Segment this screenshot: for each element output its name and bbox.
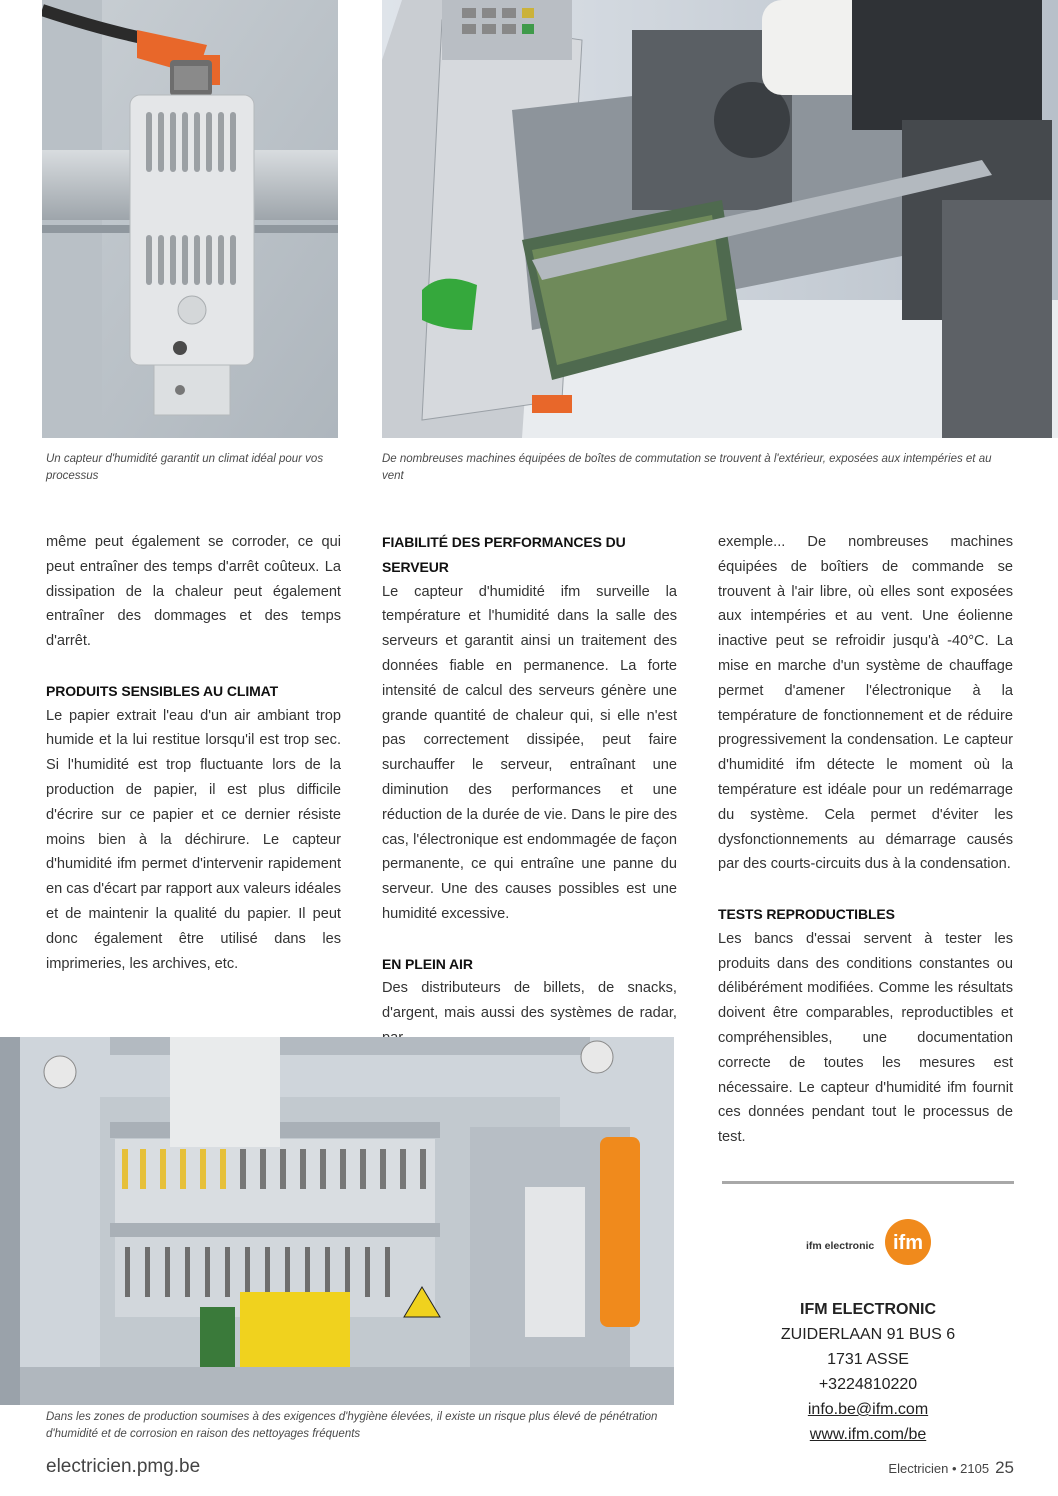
contact-address [722,1297,1014,1447]
text-column-1 [46,530,341,976]
magazine-issue: Electricien • 2105 [888,1461,990,1476]
text-column-3 [718,530,1013,1150]
section-heading-outdoor: EN PLEIN AIR [382,955,473,972]
paragraph: même peut également se corroder, ce qui peut entraîner des temps d'arrêt coûteux. La dissipation de la chaleur peut également entraîner des dommages et des temps d'arrêt. [46,534,341,650]
website-link[interactable]: www.ifm.com/be [809,1426,927,1443]
production-cabinet-photo [0,1037,674,1405]
paragraph: Les bancs d'essai servent à tester les produits dans des conditions constantes ou délibérément modifiées. Comme les résultats doivent être comparables, reproductibles et compréhensibles, une documentation correcte de toutes les mesures est nécessaire. Le capteur d'humidité ifm fournit ces données pendant tout le processus de test. [718,930,1013,1146]
production-caption: Dans les zones de production soumises à des exigences d'hygiène élevées, il existe un risque plus élevé de pénétration d'humidité et de corrosion en raison des nettoyages fréquents [46,1411,658,1440]
humidity-sensor-photo [42,0,338,438]
city: 1731 ASSE [827,1351,909,1368]
machines-photo [382,0,1058,438]
paragraph: Le capteur d'humidité ifm surveille la température et l'humidité dans la salle des serveurs et garantit ainsi un traitement des données fiable en permanence. La forte intensité de calcul des serveurs génère une grande quantité de chaleur qui, si elle n'est pas correctement dissipée, peut faire surchauffer le serveur, entraînant une diminution des performances et une réduction de la durée de vie. Dans le pire des cas, l'électronique est endommagée de façon permanente, ce qui entraîne une panne du serveur. Une des causes possibles est une humidité excessive. [382,583,677,922]
paragraph: Le papier extrait l'eau d'un air ambiant trop humide et la lui restitue lorsqu'il est trop sec. Si l'humidité est trop fluctuante lors de la production de papier, il est plus difficile d'écrire sur ce papier et ce dernier résiste moins bien à la déchirure. Le capteur d'humidité ifm permet d'intervenir rapidement en cas d'écart par rapport aux valeurs idéales et de maintenir la qualité du papier. Il peut donc également être utilisé dans les imprimeries, les archives, etc. [46,707,341,972]
page-number: 25 [995,1458,1014,1477]
divider [722,1181,1014,1184]
ifm-logo-mark [884,1218,932,1266]
logo-text: ifm electronic [806,1240,875,1252]
email-link[interactable]: info.be@ifm.com [807,1401,929,1418]
svg-text:ifm: ifm [893,1232,923,1254]
phone-number: +3224810220 [818,1376,918,1393]
paragraph: Des distributeurs de billets, de snacks, d'argent, mais aussi des systèmes de radar, [382,980,677,1022]
company-name: IFM ELECTRONIC [800,1301,936,1318]
humidity-sensor-caption: Un capteur d'humidité garantit un climat idéal pour vos processus [46,453,324,482]
section-heading-climate-products: PRODUITS SENSIBLES AU CLIMAT [46,682,279,699]
street-address: ZUIDERLAAN 91 BUS 6 [780,1326,956,1343]
footer-page-info [888,1458,1014,1478]
machines-caption: De nombreuses machines équipées de boîtes de commutation se trouvent à l'extérieur, exposées aux intempéries et au vent [382,453,992,482]
footer-site-url[interactable]: electricien.pmg.be [46,1456,201,1477]
paragraph: exemple... De nombreuses machines équipées de boîtiers de commande se trouvent à l'air libre, où elles sont exposées aux intempéries et au vent. Une éolienne inactive peut se refroidir jusqu'à -40°C. La mise en marche d'un système de chauffage permet d'amener l'électronique à la température de fonctionnement et de réduire progressivement la condensation. Le capteur d'humidité ifm détecte le moment où la température est idéale pour un redémarrage du système. Cela permet d'éviter les dysfonctionnements au démarrage causés par des courts-circuits dus à la condensation. [718,534,1013,873]
section-heading-server-reliability: FIABILITÉ DES PERFORMANCES DU SERVEUR [382,534,626,575]
ifm-logo [806,1218,930,1268]
text-column-2 [382,530,677,1051]
section-heading-reproducible-tests: TESTS REPRODUCTIBLES [718,905,895,922]
